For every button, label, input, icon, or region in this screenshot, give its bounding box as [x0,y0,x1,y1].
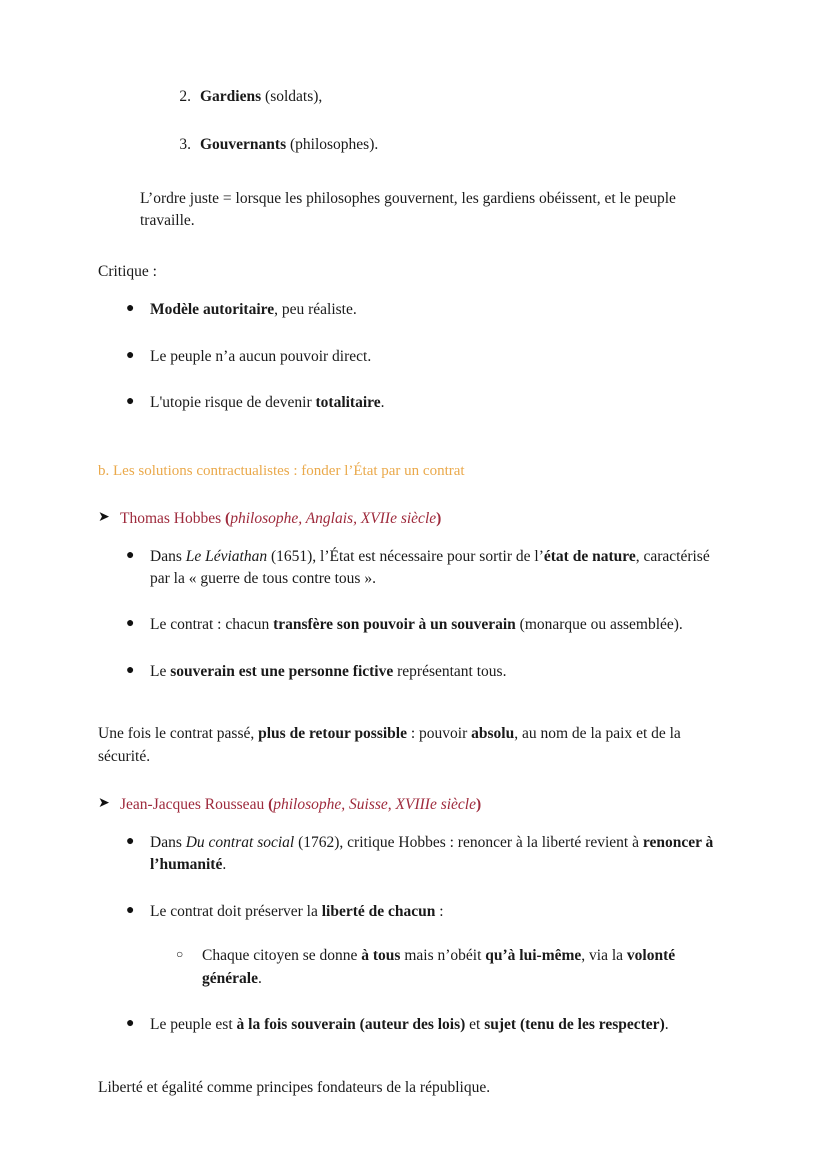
list-item-term: Gardiens [200,88,262,105]
list-item [98,1014,718,1036]
arrow-right-icon: ➤ [98,509,110,525]
bullet-bold: à la fois souverain (auteur des lois) [236,1016,466,1034]
bullet-bold: liberté de chacun [321,902,436,920]
bullet-icon: ● [126,547,135,563]
author-name: Thomas Hobbes [120,509,226,527]
bullet-seg: représentant tous. [393,662,507,680]
bullet-icon: ● [126,834,135,849]
numbered-list [98,86,718,156]
bullet-seg: (1762), critique Hobbes : renoncer à la liberté revient à [294,834,643,851]
bullet-bold-tail: totalitaire [315,394,381,412]
bullet-bold-lead: Modèle autoritaire [150,301,275,319]
list-item [98,661,718,683]
sub-seg: Chaque citoyen se donne [202,947,362,965]
bullet-seg: (1651), l’État est nécessaire pour sortir de l’ [267,547,544,565]
sub-bold: qu’à lui-même [485,947,582,965]
bullet-bold: sujet (tenu de les respecter) [484,1016,665,1034]
list-item [98,832,718,877]
bullet-tail-rest: . [380,394,385,412]
list-item [98,346,718,368]
open-paren: ( [225,509,231,527]
bullet-icon: ● [126,347,135,363]
author-qualifier: philosophe, Anglais, XVIIe siècle [230,509,437,527]
bullet-seg: (monarque ou assemblée). [515,616,683,634]
bullet-bold: état de nature [543,547,636,565]
bullet-seg: : [435,902,444,920]
bullet-bold: souverain est une personne fictive [170,662,394,680]
bullet-seg: Dans [150,834,186,851]
list-item [98,901,718,990]
bullet-seg: et [465,1016,485,1034]
list-item [98,299,718,321]
open-paren: ( [268,796,274,814]
bullet-seg: . [664,1016,669,1034]
bullet-rest: , peu réaliste. [274,301,357,319]
sub-seg: mais n’obéit [400,947,486,965]
list-item [98,86,718,108]
list-item [98,392,718,414]
list-item-term: Gouvernants [200,136,287,153]
book-title: Du contrat social [185,834,295,851]
list-item [98,614,718,636]
author-qualifier: philosophe, Suisse, XVIIIe siècle [273,796,476,814]
closing-paragraph: Liberté et égalité comme principes fondateurs de la république. [98,1078,491,1096]
bullet-icon: ● [126,394,135,410]
bullet-icon: ● [126,1016,135,1032]
bullet-seg: Le [150,662,171,680]
author-heading-rousseau [98,794,718,816]
bullet-icon: ● [126,902,135,918]
bullet-bold: transfère son pouvoir à un souverain [273,616,516,634]
list-item [98,546,718,591]
bullet-icon: ● [126,301,135,317]
order-juste-paragraph: L’ordre juste = lorsque les philosophes gouvernent, les gardiens obéissent, et le peuple travaille. [140,190,676,230]
list-item-rest: (soldats), [261,88,323,105]
hobbes-conclusion-paragraph [98,723,690,768]
bullet-seg: , caractérisé par la « guerre de tous contre tous ». [150,547,710,587]
arrow-right-icon: ➤ [98,796,110,812]
para-seg: : pouvoir [407,725,472,743]
close-paren: ) [475,796,482,814]
bullet-icon: ● [126,662,135,678]
bullet-seg: Le peuple est [150,1016,237,1034]
bullet-seg: . [222,856,227,874]
sub-bold: à tous [361,947,401,965]
rousseau-sub-bullet-list [150,945,718,990]
sub-seg: , via la [581,947,627,965]
para-seg: Une fois le contrat passé, [98,725,259,743]
list-item-number: 3. [179,136,191,153]
bullet-bold: renoncer à l’humanité [150,834,714,874]
bullet-text: Le peuple n’a aucun pouvoir direct. [150,347,372,365]
hobbes-bullet-list [98,546,718,684]
bullet-icon: ● [126,616,135,632]
list-item [150,945,718,990]
bullet-text: L'utopie risque de devenir [150,394,316,412]
para-seg: , au nom de la paix et de la sécurité. [98,725,681,765]
sub-bold: volonté générale [202,947,676,987]
sub-bullet-icon: ○ [176,947,184,962]
section-heading-b: b. Les solutions contractualistes : fonder l’État par un contrat [98,462,465,479]
bullet-seg: Le contrat : chacun [150,616,274,634]
book-title: Le Léviathan [185,547,268,565]
list-item-number: 2. [179,88,191,105]
critique-bullet-list [98,299,718,414]
para-bold: plus de retour possible [258,725,407,743]
author-heading-hobbes [98,508,718,530]
list-item-rest: (philosophes). [286,136,379,153]
bullet-seg: Dans [150,547,186,565]
author-name: Jean-Jacques Rousseau [120,796,269,814]
para-bold: absolu [471,725,515,743]
critique-label: Critique : [98,262,157,280]
list-item [98,134,718,156]
sub-seg: . [257,969,262,987]
close-paren: ) [436,509,442,527]
document-body [98,86,718,1099]
bullet-seg: Le contrat doit préserver la [150,902,322,920]
rousseau-bullet-list [98,832,718,1037]
